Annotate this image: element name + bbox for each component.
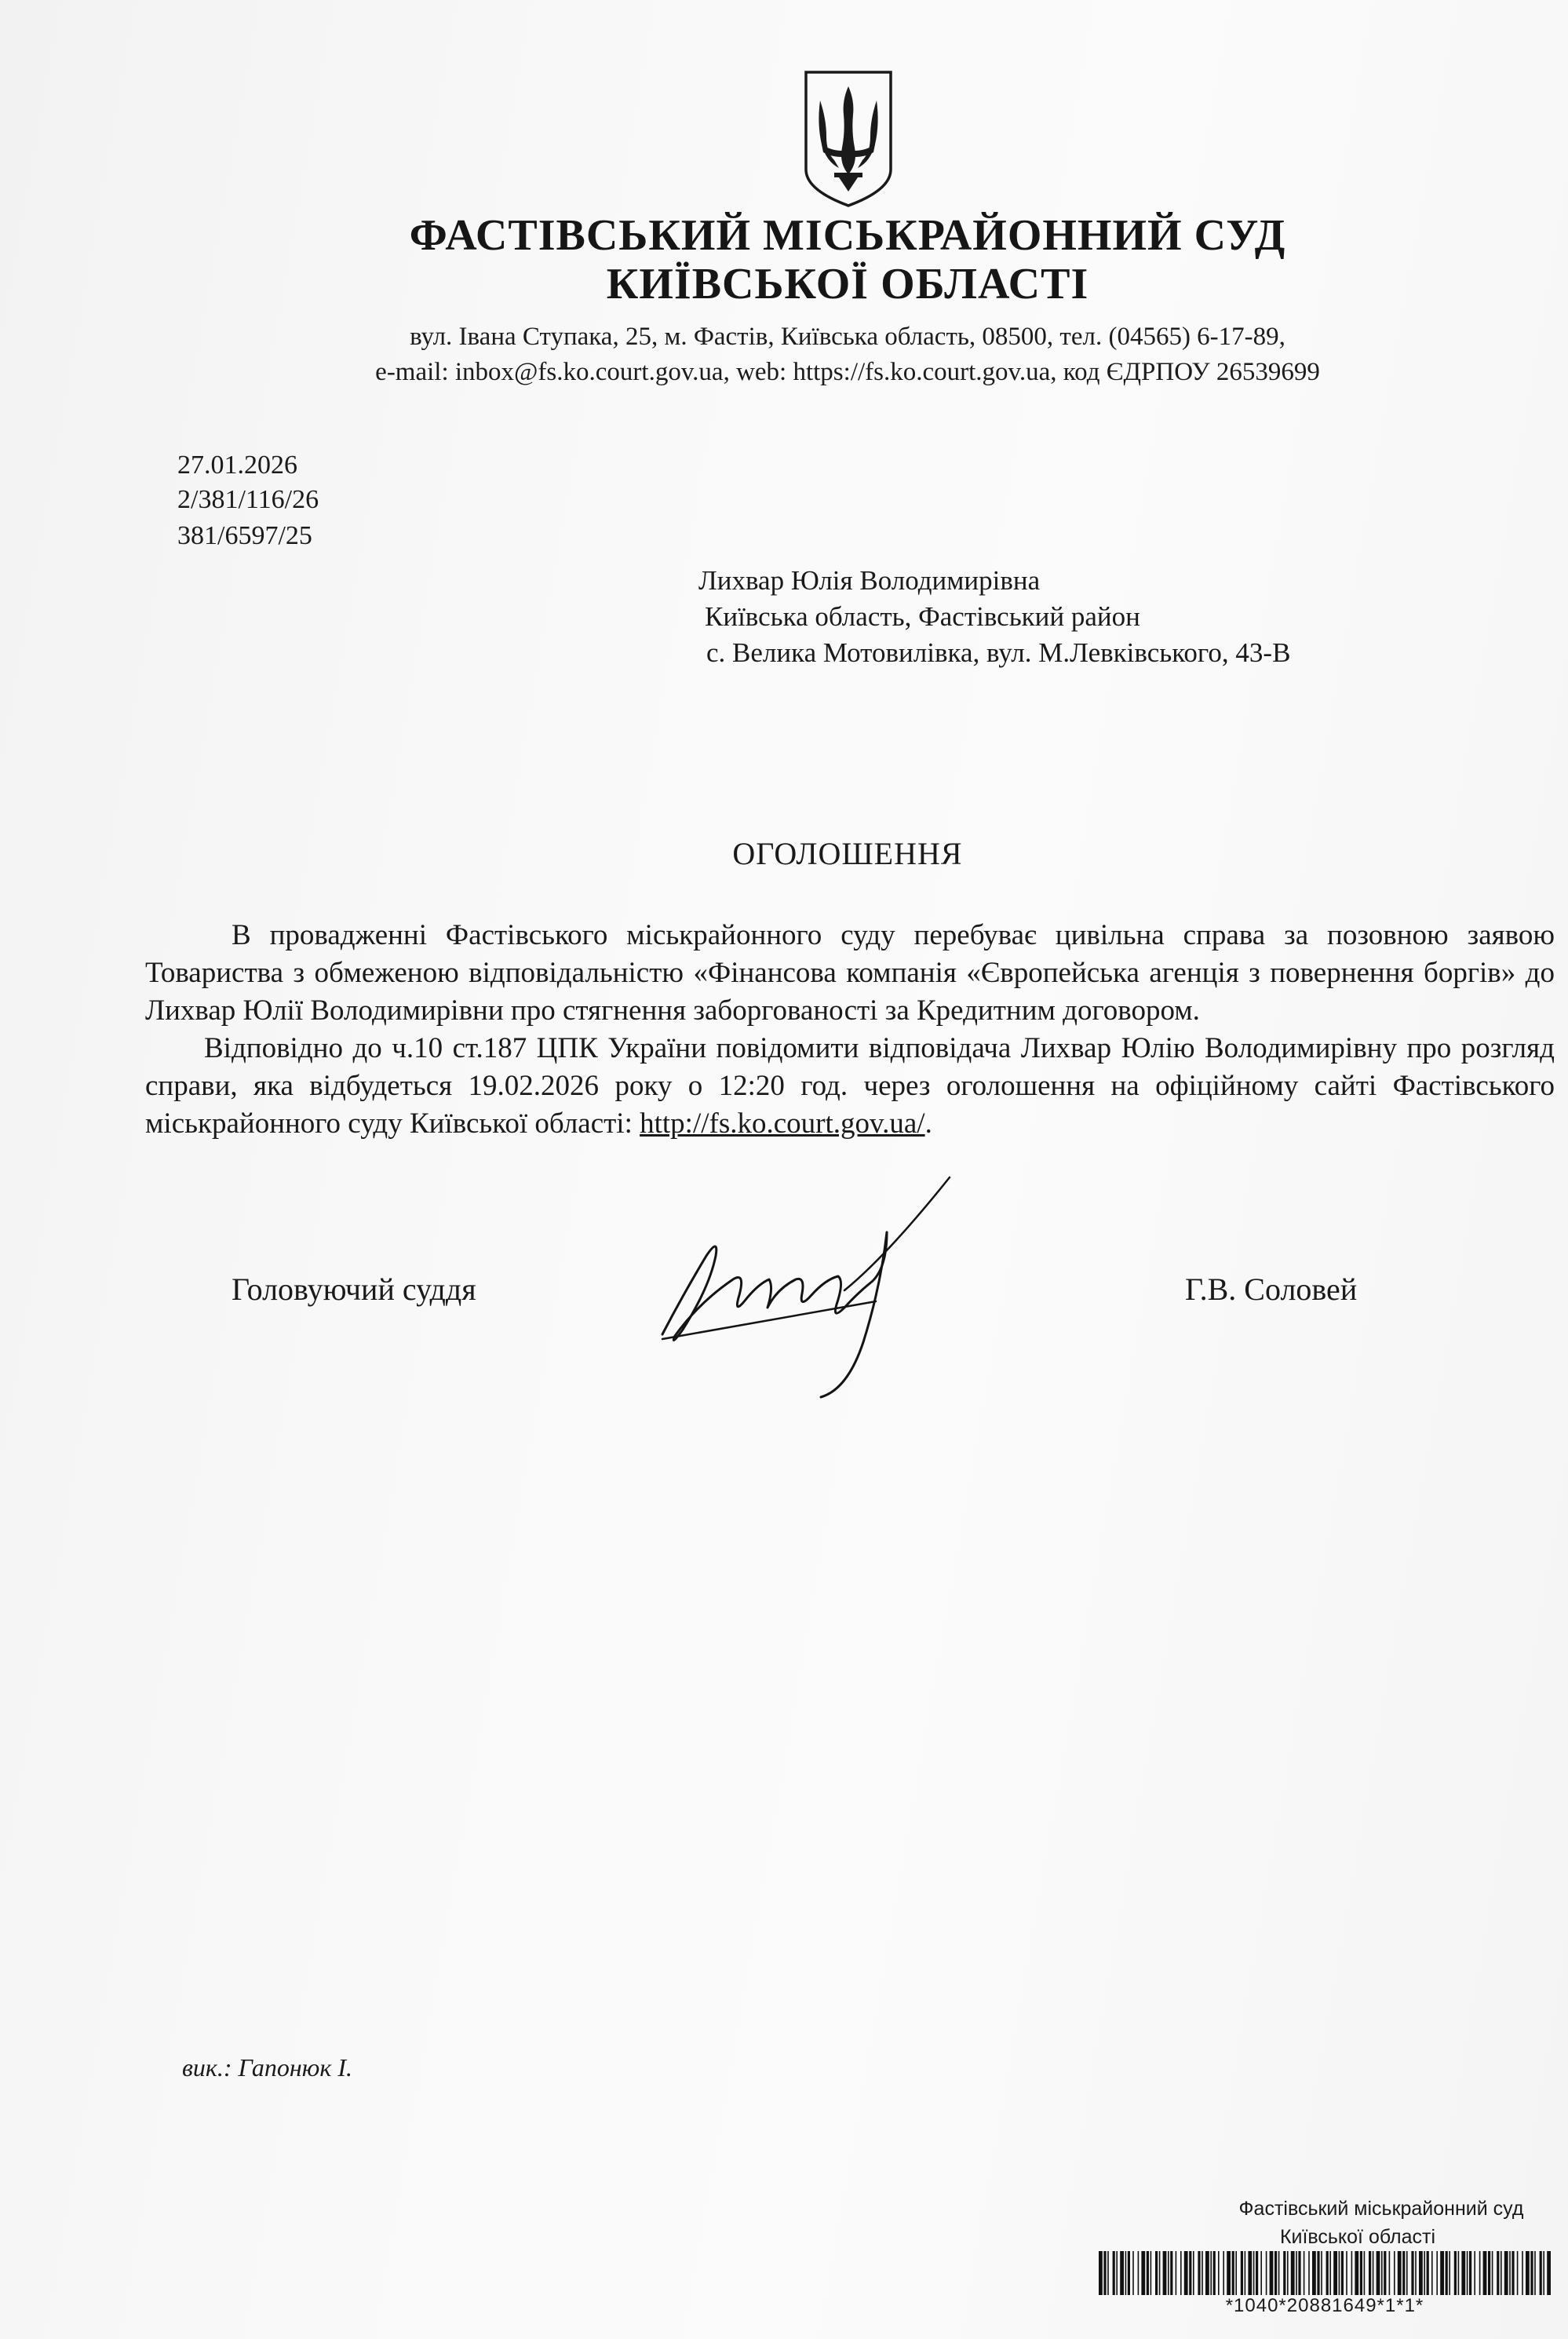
barcode-bar xyxy=(1360,2251,1362,2295)
barcode-bar xyxy=(1509,2251,1511,2295)
barcode-bar xyxy=(1147,2251,1149,2295)
document-barcode xyxy=(1097,2251,1551,2295)
barcode-bar xyxy=(1189,2251,1191,2295)
barcode-bar xyxy=(1474,2251,1475,2295)
barcode-bar xyxy=(1218,2251,1220,2295)
outgoing-number: 2/381/116/26 xyxy=(177,485,319,514)
barcode-bar xyxy=(1298,2251,1300,2295)
barcode-bar xyxy=(1113,2251,1115,2295)
barcode-bar xyxy=(1483,2251,1487,2295)
document-date: 27.01.2026 xyxy=(177,451,297,480)
barcode-bar xyxy=(1287,2251,1289,2295)
barcode-bar xyxy=(1398,2251,1402,2295)
barcode-bar xyxy=(1488,2251,1490,2295)
barcode-bar xyxy=(1467,2251,1468,2295)
barcode-bar xyxy=(1150,2251,1152,2295)
executor-note: вик.: Гапонюк І. xyxy=(182,2053,352,2082)
paragraph-2-text: Відповідно до ч.10 ст.187 ЦПК України повідомити відповідача Лихвар Юлію Володимирівну про розгляд справи, яка відбудеться 19.02.2026 року о 12:20 год. через оголошення на офіційному сайті Фастівського міськрайонного суду Київської області: xyxy=(145,1032,1555,1140)
barcode-bar xyxy=(1159,2251,1161,2295)
barcode-bar xyxy=(1394,2251,1395,2295)
registry-court-name: Фастівський міськрайонний суд xyxy=(1238,2198,1524,2220)
announcement-body xyxy=(145,917,1555,1143)
barcode-bar xyxy=(1210,2251,1212,2295)
paragraph-2-end: . xyxy=(924,1107,932,1140)
barcode-bar xyxy=(1517,2251,1519,2295)
barcode-bar xyxy=(1355,2251,1358,2295)
barcode-bar xyxy=(1304,2251,1305,2295)
barcode-bar xyxy=(1501,2251,1502,2295)
barcode-bar xyxy=(1402,2251,1405,2295)
barcode-bar xyxy=(1341,2251,1344,2295)
barcode-bar xyxy=(1274,2251,1277,2295)
barcode-bar xyxy=(1326,2251,1329,2295)
barcode-bar xyxy=(1180,2251,1182,2295)
barcode-bar xyxy=(1369,2251,1371,2295)
barcode-bar xyxy=(1283,2251,1285,2295)
judge-name: Г.В. Соловей xyxy=(1185,1272,1358,1307)
barcode-bar xyxy=(1278,2251,1280,2295)
barcode-bar xyxy=(1436,2251,1438,2295)
barcode-bar xyxy=(1296,2251,1297,2295)
barcode-bar xyxy=(1184,2251,1188,2295)
announcement-title: ОГОЛОШЕННЯ xyxy=(732,836,963,871)
barcode-bar xyxy=(1168,2251,1169,2295)
barcode-bar xyxy=(1248,2251,1252,2295)
barcode-bar xyxy=(1381,2251,1383,2295)
barcode-bar xyxy=(1329,2251,1331,2295)
barcode-bar xyxy=(1321,2251,1322,2295)
case-number: 381/6597/25 xyxy=(177,521,312,550)
barcode-bar xyxy=(1128,2251,1130,2295)
barcode-bar xyxy=(1364,2251,1366,2295)
barcode-bar xyxy=(1317,2251,1319,2295)
barcode-bar xyxy=(1103,2251,1106,2295)
barcode-bar xyxy=(1256,2251,1258,2295)
barcode-bar xyxy=(1260,2251,1262,2295)
barcode-bar xyxy=(1449,2251,1450,2295)
barcode-bar xyxy=(1492,2251,1493,2295)
barcode-bar xyxy=(1351,2251,1353,2295)
barcode-bar xyxy=(1291,2251,1295,2295)
barcode-bar xyxy=(1227,2251,1231,2295)
court-name-line2: КИЇВСЬКОЇ ОБЛАСТІ xyxy=(606,260,1089,308)
barcode-bar xyxy=(1205,2251,1209,2295)
barcode-bar xyxy=(1543,2251,1544,2295)
barcode-bar xyxy=(1235,2251,1237,2295)
barcode-bar xyxy=(1534,2251,1536,2295)
court-name-line1: ФАСТІВСЬКИЙ МІСЬКРАЙОННИЙ СУД xyxy=(409,211,1286,260)
recipient-region: Київська область, Фастівський район xyxy=(705,601,1140,632)
barcode-bar xyxy=(1427,2251,1429,2295)
registry-court-region: Київської області xyxy=(1279,2226,1436,2248)
announcement-paragraph-1: В провадженні Фастівського міськрайонного суду перебуває цивільна справа за позовною заявою Товариства з обмеженою відповідальністю «Фінансова компанія «Європейська агенція з повернення боргів» до Лихвар Юлії Володимирівни про стягнення заборгованості за Кредитним договором. xyxy=(145,919,1555,1027)
barcode-bar xyxy=(1339,2251,1340,2295)
barcode-bar xyxy=(1176,2251,1177,2295)
signer-role: Головуючий суддя xyxy=(232,1272,476,1307)
barcode-bar xyxy=(1116,2251,1118,2295)
court-address: вул. Івана Ступака, 25, м. Фастів, Київська область, 08500, тел. (04565) 6-17-89, xyxy=(410,323,1285,351)
barcode-bar xyxy=(1253,2251,1255,2295)
barcode-bar xyxy=(1522,2251,1523,2295)
barcode-bar xyxy=(1232,2251,1234,2295)
barcode-bar xyxy=(1497,2251,1499,2295)
barcode-bar xyxy=(1125,2251,1127,2295)
barcode-bar xyxy=(1099,2251,1103,2295)
barcode-bar xyxy=(1461,2251,1465,2295)
barcode-bar xyxy=(1431,2251,1433,2295)
barcode-bar xyxy=(1193,2251,1194,2295)
barcode-number: *1040*20881649*1*1* xyxy=(1225,2295,1424,2316)
barcode-bar xyxy=(1223,2251,1224,2295)
barcode-bar xyxy=(1504,2251,1508,2295)
barcode-bar xyxy=(1530,2251,1533,2295)
barcode-bar xyxy=(1406,2251,1408,2295)
barcode-bar xyxy=(1377,2251,1380,2295)
barcode-bar xyxy=(1202,2251,1203,2295)
barcode-bar xyxy=(1107,2251,1109,2295)
barcode-bar xyxy=(1170,2251,1172,2295)
court-contacts: e-mail: inbox@fs.ko.court.gov.ua, web: https://fs.ko.court.gov.ua, код ЄДРПОУ 26539699 xyxy=(375,358,1320,386)
barcode-bar xyxy=(1198,2251,1200,2295)
recipient-street: с. Велика Мотовилівка, вул. М.Левківського, 43-В xyxy=(706,637,1291,668)
barcode-bar xyxy=(1155,2251,1158,2295)
barcode-bar xyxy=(1312,2251,1316,2295)
barcode-bar xyxy=(1120,2251,1124,2295)
barcode-bar xyxy=(1333,2251,1337,2295)
barcode-bar xyxy=(1308,2251,1310,2295)
barcode-bar xyxy=(1266,2251,1267,2295)
barcode-bar xyxy=(1138,2251,1140,2295)
barcode-bar xyxy=(1241,2251,1243,2295)
recipient-name: Лихвар Юлія Володимирівна xyxy=(698,565,1041,596)
barcode-bar xyxy=(1415,2251,1417,2295)
barcode-bar xyxy=(1540,2251,1542,2295)
barcode-bar xyxy=(1270,2251,1274,2295)
barcode-bar xyxy=(1163,2251,1167,2295)
barcode-bar xyxy=(1389,2251,1391,2295)
barcode-bar xyxy=(1419,2251,1423,2295)
barcode-bar xyxy=(1213,2251,1216,2295)
barcode-bar xyxy=(1526,2251,1530,2295)
barcode-bar xyxy=(1245,2251,1246,2295)
barcode-bar xyxy=(1547,2251,1551,2295)
barcode-bar xyxy=(1440,2251,1444,2295)
barcode-bar xyxy=(1511,2251,1514,2295)
barcode-bar xyxy=(1458,2251,1460,2295)
barcode-bar xyxy=(1132,2251,1134,2295)
barcode-bar xyxy=(1424,2251,1425,2295)
announcement-paragraph-2 xyxy=(145,1030,1555,1143)
barcode-bar xyxy=(1373,2251,1374,2295)
barcode-bar xyxy=(1346,2251,1347,2295)
barcode-bar xyxy=(1141,2251,1145,2295)
handwritten-signature xyxy=(651,1162,997,1421)
court-website-link[interactable]: http://fs.ko.court.gov.ua/ xyxy=(640,1107,925,1140)
ukraine-trident-emblem-icon xyxy=(803,69,894,209)
barcode-bar xyxy=(1469,2251,1471,2295)
barcode-bar xyxy=(1454,2251,1457,2295)
barcode-bar xyxy=(1411,2251,1413,2295)
barcode-bar xyxy=(1446,2251,1448,2295)
barcode-bar xyxy=(1479,2251,1481,2295)
barcode-bar xyxy=(1384,2251,1386,2295)
